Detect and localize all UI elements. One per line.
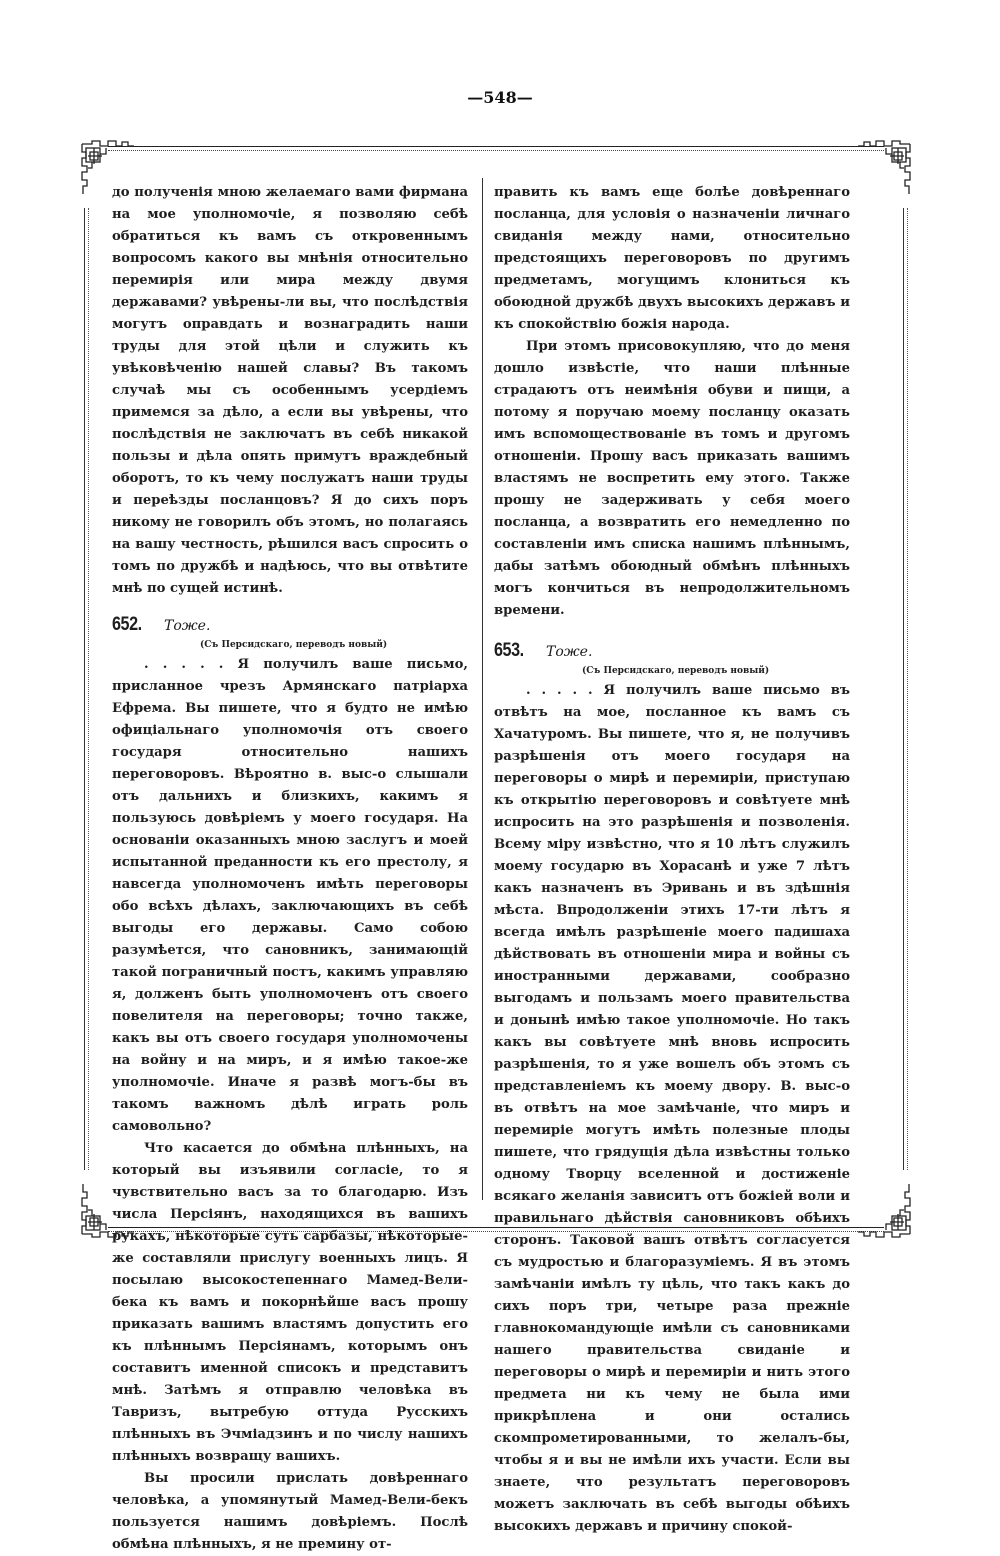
continued-text: править къ вамъ еще болѣе довѣреннаго посланца, для условія о назначеніи личнаго свиданія между нами, относительно предстоящихъ переговоровъ по другимъ предметамъ, могущимъ клониться къ обоюдной дружбѣ двухъ высокихъ державъ и къ спокойствію божія народа. xyxy=(494,185,850,332)
page-number: —548— xyxy=(467,88,533,107)
right-column xyxy=(494,182,850,1538)
paragraph: Вы просили прислать довѣреннаго человѣка, а упомянутый Мамед-Вели-бекъ пользуется нашимъ довѣріемъ. Послѣ обмѣна плѣнныхъ, я не премину от- xyxy=(112,1471,468,1552)
document-number: 652. xyxy=(112,614,142,635)
column-divider xyxy=(482,178,483,1200)
document-title: Тоже. xyxy=(546,644,593,660)
frame-rule-left xyxy=(84,208,89,1170)
document-heading-652 xyxy=(112,614,468,638)
document-source-note: (Съ Персидскаго, переводъ новый) xyxy=(582,666,770,676)
paragraph: При этомъ присовокупляю, что до меня дошло извѣстіе, что наши плѣнные страдаютъ отъ неимѣнія обуви и пищи, а потому я поручаю моему посланцу оказать имъ вспомоществованіе въ томъ и другомъ отношеніи. Прошу васъ приказать вашимъ властямъ не воспретить ему этого. Также прошу не задерживать у себя моего посланца, а возвратить его немедленно по составленіи имъ списка нашимъ плѣннымъ, дабы затѣмъ обоюдный обмѣнъ плѣнныхъ могъ кончиться въ непродолжительномъ времени. xyxy=(494,339,850,618)
frame-rule-right xyxy=(903,208,908,1170)
document-source-note: (Съ Персидскаго, переводъ новый) xyxy=(200,640,388,650)
continued-text: до полученія мною желаемаго вами фирмана на мое уполномочіе, я позволяю себѣ обратиться къ вамъ съ откровеннымъ вопросомъ какого вы мнѣнія относительно перемирія или мира между двумя державами? увѣрены-ли вы, что послѣдствія могутъ оправдать и вознаградить наши труды для этой цѣли и служить къ увѣковѣченію нашей славы? Въ такомъ случаѣ мы съ особеннымъ усердіемъ примемся за дѣло, а если вы увѣрены, что послѣдствія не заключатъ въ себѣ никакой пользы и дѣла опять примутъ враждебный оборотъ, то къ чему послужатъ наши труды и переѣзды посланцовъ? Я до сихъ поръ никому не говорилъ объ этомъ, но полагаясь на вашу честность, рѣшился васъ спросить о томъ по дружбѣ и надѣюсь, что вы отвѣтите мнѣ по сущей истинѣ. xyxy=(112,185,468,596)
document-title: Тоже. xyxy=(164,618,211,634)
frame-rule-top xyxy=(108,146,884,151)
left-column xyxy=(112,182,468,1556)
paragraph: . . . . . Я получилъ ваше письмо, присланное чрезъ Армянскаго патріарха Ефрема. Вы пишете, что я будто не имѣю офиціальнаго уполномочія отъ своего государя относительно нашихъ переговоровъ. Вѣроятно в. выс-о слышали отъ дальнихъ и близкихъ, какимъ я пользуюсь довѣріемъ у моего государя. На основаніи оказанныхъ мною заслугъ и моей испытанной преданности къ его престолу, я навсегда уполномоченъ имѣть переговоры обо всѣхъ дѣлахъ, заключающихъ въ себѣ выгоды его державы. Само собою разумѣется, что сановникъ, занимающій такой пограничный постъ, какимъ управляю я, долженъ быть уполномоченъ отъ своего повелителя на переговоры; точно также, какъ вы отъ своего государя уполномочены на войну и на миръ, и я имѣю такое-же уполномочіе. Иначе я развѣ могъ-бы въ такомъ важномъ дѣлѣ играть роль самовольно? xyxy=(112,657,468,1134)
document-heading-653 xyxy=(494,640,850,664)
corner-ornament-icon xyxy=(842,138,914,210)
paragraph: . . . . . Я получилъ ваше письмо въ отвѣтъ на мое, посланное къ вамъ съ Хачатуромъ. Вы пишете, что я, не получивъ разрѣшенія отъ моего государя на переговоры о мирѣ и перемиріи, приступаю къ открытію переговоровъ и совѣтуете мнѣ испросить на это разрѣшенія и позволенія. Всему міру извѣстно, что я 10 лѣтъ служилъ моему государю въ Хорасанѣ и уже 7 лѣтъ какъ назначенъ въ Эривань и въ здѣшнія мѣста. Впродолженіи этихъ 17-ти лѣтъ я всегда имѣлъ разрѣшеніе моего падишаха дѣйствовать въ отношеніи мира и войны съ иностранными державами, сообразно выгодамъ и пользамъ моего правительства и донынѣ имѣю такое уполномочіе. Но такъ какъ вы совѣтуете мнѣ вновь испросить разрѣшенія, то я уже вошелъ объ этомъ съ представленіемъ къ моему двору. В. выс-о въ отвѣтъ на мое замѣчаніе, что миръ и перемиріе могутъ имѣть полезные плоды пишете, что грядущія дѣла извѣстны только одному Творцу вселенной и достиженіе всякаго желанія зависитъ отъ божіей воли и правильнаго дѣйствія сановниковъ обѣихъ сторонъ. Таковой вашъ отвѣтъ согласуется съ мудростью и благоразуміемъ. Я въ этомъ замѣчаніи имѣлъ ту цѣль, что такъ какъ до сихъ поръ три, четыре раза прежніе главнокомандующіе имѣли съ сановниками нашего правительства свиданіе и переговоры о мирѣ и перемиріи и нить этого предмета ни къ чему не была ими прикрѣплена и они остались скомпрометированными, то желалъ-бы, чтобы я и вы не имѣли ихъ участи. Если вы знаете, что результатъ переговоровъ можетъ заключать въ себѣ выгоды обѣихъ высокихъ державъ и причину спокой- xyxy=(494,683,850,1534)
paragraph: Что касается до обмѣна плѣнныхъ, на который вы изъявили согласіе, то я чувствительно васъ за то благодарю. Изъ числа Персіянъ, находящихся въ вашихъ рукахъ, нѣкоторые суть сарбазы, нѣкоторые-же составляли прислугу военныхъ лицъ. Я посылаю высокостепеннаго Мамед-Вели-бека къ вамъ и покорнѣйше васъ прошу приказать вашимъ властямъ допустить его къ плѣннымъ Персіянамъ, которымъ онъ составитъ именной списокъ и представитъ мнѣ. Затѣмъ я отправлю человѣка въ Тавризъ, вытребую оттуда Русскихъ плѣнныхъ въ Эчміадзинъ и по числу нашихъ плѣнныхъ возвращу вашихъ. xyxy=(112,1141,468,1464)
corner-ornament-icon xyxy=(842,1168,914,1240)
document-number: 653. xyxy=(494,640,524,661)
